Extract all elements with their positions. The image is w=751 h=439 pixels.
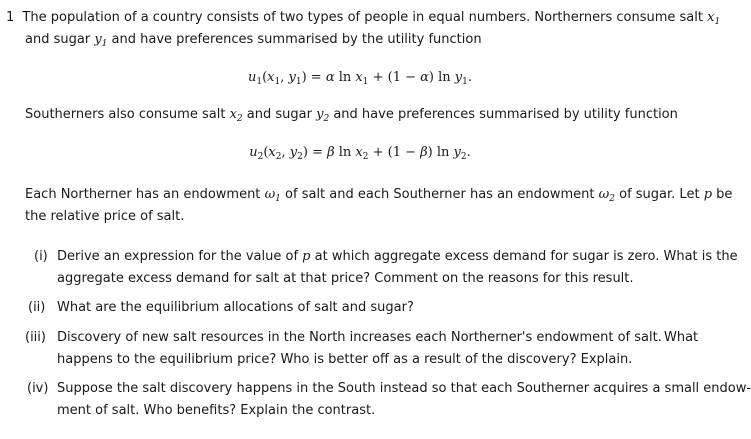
math-x1: $x_1$ xyxy=(707,10,721,27)
intro-text-2a: and sugar xyxy=(25,32,91,47)
southerners-text-c: and have preferences summarised by utility function xyxy=(333,107,678,122)
math-omega2: $\omega_2$ xyxy=(598,187,615,204)
part-i-line-1 xyxy=(57,248,738,266)
southerners-text-b: and sugar xyxy=(246,107,312,122)
question-number: 1 xyxy=(6,10,15,25)
utility-equation-north: $u_1(x_1$, $y_1) = \alpha$ $\ln x_1 + (1 - \alpha)$ $\ln y_1$. xyxy=(247,70,473,87)
endowment-text-a: Each Northerner has an endowment xyxy=(25,187,261,202)
part-iv-label: (iv) xyxy=(27,381,49,396)
intro-line-2 xyxy=(25,31,482,49)
endowment-text-d: be xyxy=(716,187,733,202)
part-iii-label: (iii) xyxy=(25,330,46,345)
part-iii-line-1-tail: What xyxy=(664,330,699,345)
math-omega1: $\omega_1$ xyxy=(264,187,281,204)
intro-text-2b: and have preferences summarised by the utility function xyxy=(111,32,482,47)
part-ii-line-1: What are the equilibrium allocations of salt and sugar? xyxy=(57,300,414,315)
part-iv-line-2: ment of salt. Who benefits? Explain the contrast. xyxy=(57,403,376,418)
endowment-line-1 xyxy=(25,186,732,204)
utility-equation-south: $u_2(x_2$, $y_2) = \beta$ $\ln x_2 + (1 - \beta)$ $\ln y_2$. xyxy=(249,145,471,162)
intro-text-1: The population of a country consists of two types of people in equal numbers. Northerners consume salt xyxy=(22,10,703,25)
part-i-line-2: aggregate excess demand for salt at that price? Comment on the reasons for this result. xyxy=(57,271,634,286)
part-i-label: (i) xyxy=(34,249,48,264)
part-i-text-b: at which aggregate excess demand for sugar is zero. What is the xyxy=(314,249,738,264)
endowment-text-c: of sugar. Let xyxy=(619,187,700,202)
intro-line-1 xyxy=(6,9,720,27)
math-p-part-i: p xyxy=(302,249,311,264)
endowment-text-2: the relative price of salt. xyxy=(25,209,185,224)
southerners-text-a: Southerners also consume salt xyxy=(25,107,226,122)
part-i-text-a: Derive an expression for the value of xyxy=(57,249,299,264)
part-iv-line-1: Suppose the salt discovery happens in the South instead so that each Southerner acquires a small endow- xyxy=(57,381,751,396)
endowment-line-2 xyxy=(25,208,184,226)
part-iii-line-1: Discovery of new salt resources in the North increases each Northerner's endowment of salt. xyxy=(57,330,662,345)
math-y1: $y_1$ xyxy=(94,32,108,49)
part-ii-label: (ii) xyxy=(28,300,46,315)
math-y2: $y_2$ xyxy=(316,107,330,124)
math-p: p xyxy=(703,187,713,202)
math-x2: $x_2$ xyxy=(229,107,243,124)
part-iii-line-2: happens to the equilibrium price? Who is better off as a result of the discovery? Explain. xyxy=(57,352,633,367)
southerners-line xyxy=(25,106,678,124)
endowment-text-b: of salt and each Southerner has an endowment xyxy=(285,187,595,202)
